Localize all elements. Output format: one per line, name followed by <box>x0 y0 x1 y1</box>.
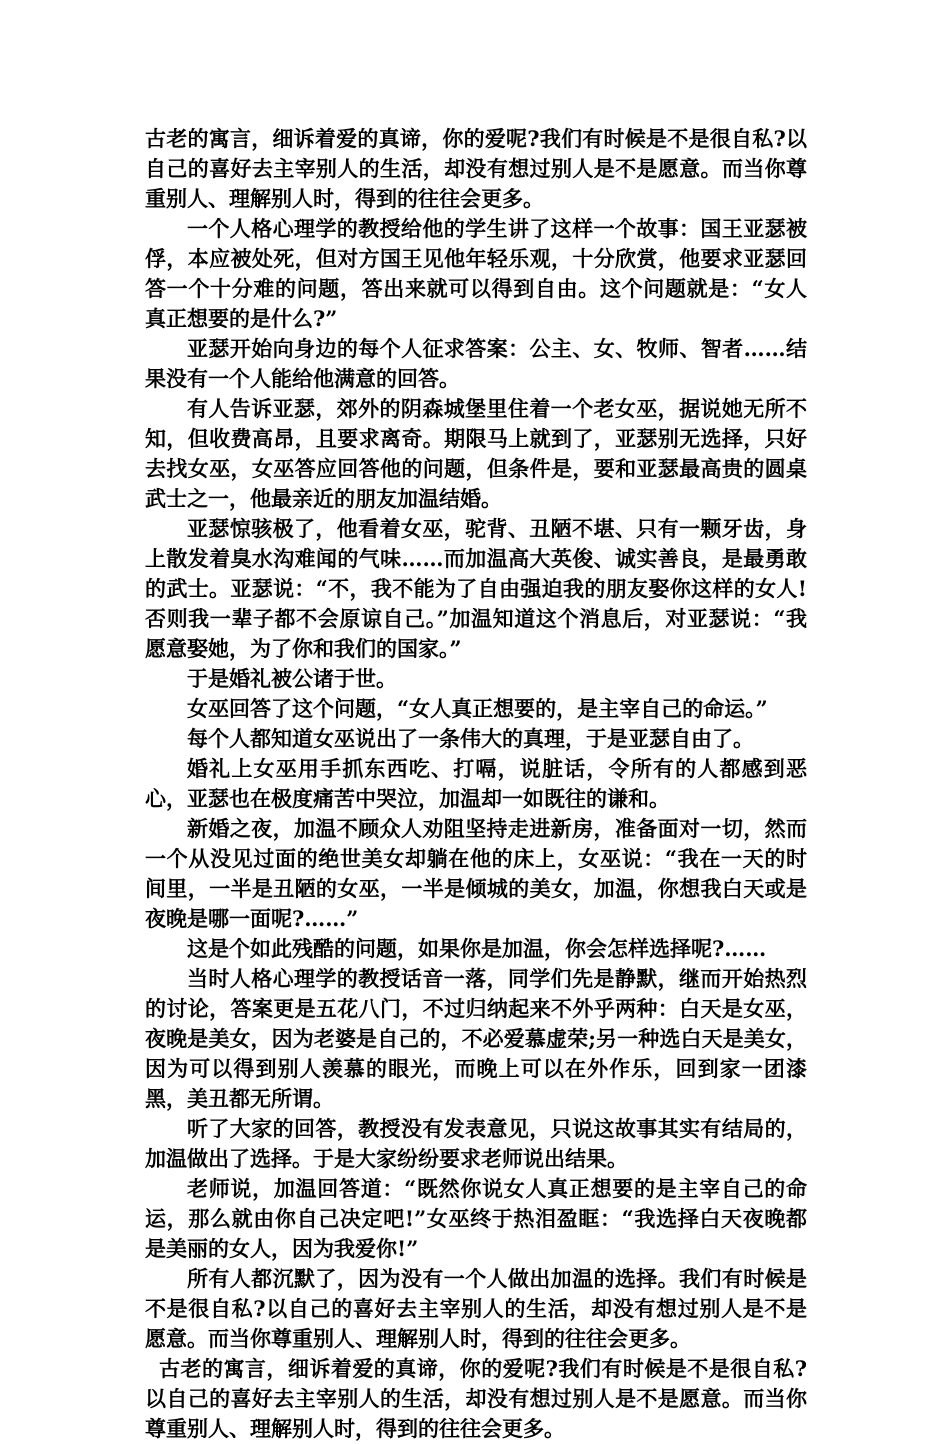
paragraph-arthur-free: 每个人都知道女巫说出了一条伟大的真理，于是亚瑟自由了。 <box>187 726 754 751</box>
paragraph-conclusion: 所有人都沉默了，因为没有一个人做出加温的选择。我们有时候是不是很自私?以自己的喜好去主宰别人的生活，却没有想过别人是不是愿意。而当你尊重别人、理解别人时，得到的往往会更多。 <box>145 1266 807 1351</box>
paragraph-witch-answer: 女巫回答了这个问题，“女人真正想要的，是主宰自己的命运。” <box>187 696 768 721</box>
paragraph-wedding-announced: 于是婚礼被公诸于世。 <box>187 666 397 691</box>
document-body <box>145 124 807 1444</box>
paragraph-professor: 听了大家的回答，教授没有发表意见，只说这故事其实有结局的，加温做出了选择。于是大家纷纷要求老师说出结果。 <box>145 1116 807 1171</box>
paragraph-arthur-shock: 亚瑟惊骇极了，他看着女巫，驼背、丑陋不堪、只有一颗牙齿，身上散发着臭水沟难闻的气味……而加温高大英俊、诚实善良，是最勇敢的武士。亚瑟说：“不，我不能为了自由强迫我的朋友娶你这样的女人!否则我一辈子都不会原谅自己。”加温知道这个消息后，对亚瑟说：“我愿意娶她，为了你和我们的国家。” <box>145 516 807 661</box>
paragraph-discussion: 当时人格心理学的教授话音一落，同学们先是静默，继而开始热烈的讨论，答案更是五花八门，不过归纳起来不外乎两种：白天是女巫，夜晚是美女，因为老婆是自己的，不必爱慕虚荣;另一种选白天是美女，因为可以得到别人羡慕的眼光，而晚上可以在外作乐，回到家一团漆黑，美丑都无所谓。 <box>145 966 807 1111</box>
paragraph-question: 这是个如此残酷的问题，如果你是加温，你会怎样选择呢?…… <box>187 936 767 961</box>
paragraph-gawain-answer: 老师说，加温回答道：“既然你说女人真正想要的是主宰自己的命运，那么就由你自己决定吧!”女巫终于热泪盈眶：“我选择白天夜晚都是美丽的女人，因为我爱你!” <box>145 1176 807 1261</box>
paragraph-witch: 有人告诉亚瑟，郊外的阴森城堡里住着一个老女巫，据说她无所不知，但收费高昂，且要求离奇。期限马上就到了，亚瑟别无选择，只好去找女巫，女巫答应回答他的问题，但条件是，要和亚瑟最高贵的圆桌武士之一，他最亲近的朋友加温结婚。 <box>145 396 807 511</box>
paragraph-story-start: 一个人格心理学的教授给他的学生讲了这样一个故事：国王亚瑟被俘，本应被处死，但对方国王见他年轻乐观，十分欣赏，他要求亚瑟回答一个十分难的问题，答出来就可以得到自由。这个问题就是：“女人真正想要的是什么?” <box>145 216 807 331</box>
paragraph-intro: 古老的寓言，细诉着爱的真谛，你的爱呢?我们有时候是不是很自私?以 自己的喜好去主宰别人的生活，却没有想过别人是不是愿意。而当你尊重别人、理解别人时，得到的往往会更多。 <box>145 126 807 211</box>
paragraph-closing: 古老的寓言，细诉着爱的真谛，你的爱呢?我们有时候是不是很自私?以自己的喜好去主宰别人的生活，却没有想过别人是不是愿意。而当你尊重别人、理解别人时，得到的往往会更多。 <box>145 1356 807 1441</box>
paragraph-wedding: 婚礼上女巫用手抓东西吃、打嗝，说脏话，令所有的人都感到恶心，亚瑟也在极度痛苦中哭泣，加温却一如既往的谦和。 <box>145 756 807 811</box>
paragraph-seek-answer: 亚瑟开始向身边的每个人征求答案：公主、女、牧师、智者……结果没有一个人能给他满意的回答。 <box>145 336 807 391</box>
paragraph-wedding-night: 新婚之夜，加温不顾众人劝阻坚持走进新房，准备面对一切，然而一个从没见过面的绝世美女却躺在他的床上，女巫说：“我在一天的时间里，一半是丑陋的女巫，一半是倾城的美女，加温，你想我白天或是夜晚是哪一面呢?……” <box>145 816 807 931</box>
